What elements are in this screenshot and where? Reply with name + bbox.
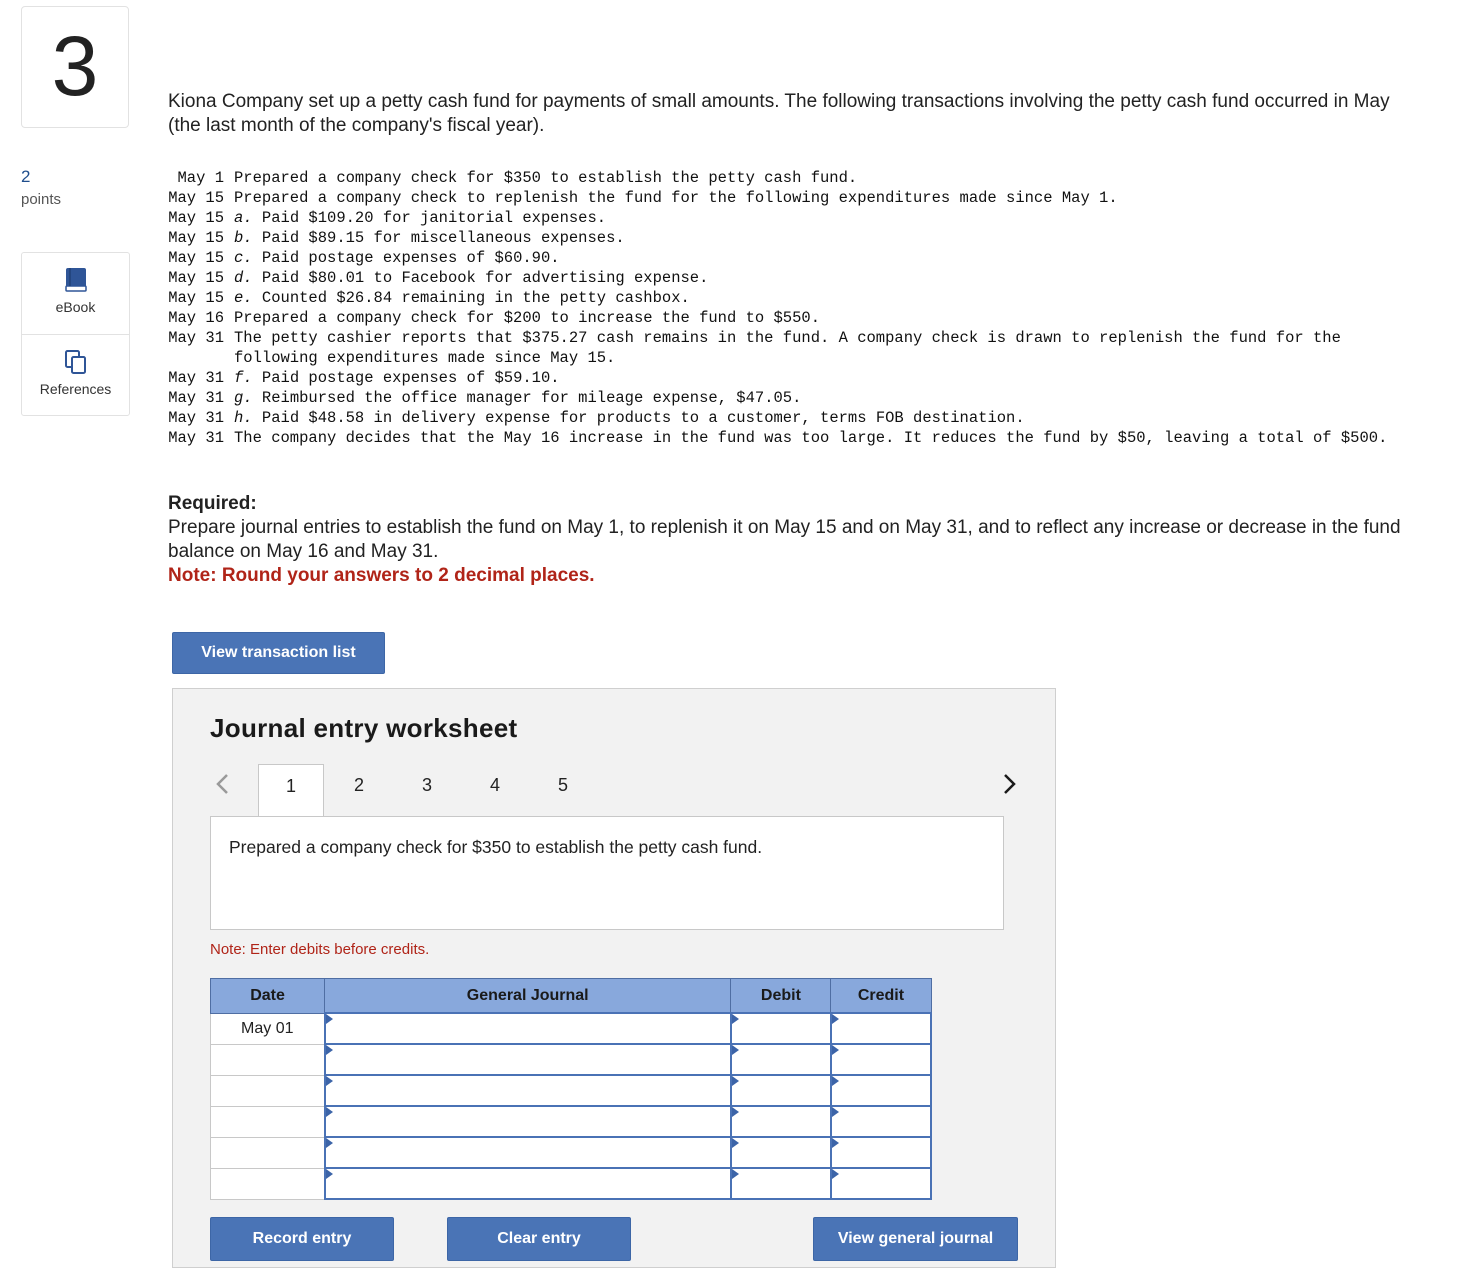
transaction-text: Prepared a company check for $350 to establish the petty cash fund. (234, 169, 858, 187)
debit-cell (731, 1075, 831, 1106)
transaction-row (168, 228, 1428, 248)
account-cell (325, 1075, 731, 1106)
transaction-row (168, 168, 1428, 188)
required-heading: Required: (168, 493, 257, 514)
debit-input[interactable] (732, 1016, 830, 1041)
transaction-date: May 31 (168, 389, 224, 407)
transaction-text: The petty cashier reports that $375.27 cash remains in the fund. A company check is drawn to replenish the fund for the following expenditures made since May 15. (234, 329, 1341, 367)
transaction-description-box (210, 816, 1004, 930)
transaction-date: May 15 (168, 209, 224, 227)
transaction-text: c. Paid postage expenses of $60.90. (234, 249, 560, 267)
credit-input[interactable] (832, 1016, 930, 1041)
journal-header-row (211, 979, 932, 1014)
debit-input[interactable] (732, 1140, 830, 1165)
credit-input[interactable] (832, 1078, 930, 1103)
date-cell: May 01 (211, 1013, 325, 1044)
transaction-text: g. Reimbursed the office manager for mileage expense, $47.05. (234, 389, 802, 407)
credit-cell (831, 1044, 931, 1075)
table-row (211, 1137, 932, 1168)
problem-intro: Kiona Company set up a petty cash fund for payments of small amounts. The following transactions involving the petty cash fund occurred in May (the last month of the company's fiscal year). (168, 91, 1390, 136)
transaction-date: May 15 (168, 269, 224, 287)
required-instructions: Prepare journal entries to establish the fund on May 1, to replenish it on May 15 and on May 31, and to reflect any increase or decrease in the fund balance on May 16 and May 31. (168, 517, 1401, 562)
account-cell (325, 1168, 731, 1199)
transaction-date: May 31 (168, 429, 224, 447)
table-row (211, 1168, 932, 1199)
date-cell (211, 1044, 325, 1075)
transaction-text: f. Paid postage expenses of $59.10. (234, 369, 560, 387)
question-number-box (21, 6, 129, 128)
transaction-date: May 15 (168, 189, 224, 207)
account-cell (325, 1137, 731, 1168)
transaction-text: h. Paid $48.58 in delivery expense for products to a customer, terms FOB destination. (234, 409, 1025, 427)
transaction-text: Prepared a company check for $200 to increase the fund to $550. (234, 309, 820, 327)
account-input[interactable] (326, 1047, 730, 1072)
view-general-journal-button[interactable]: View general journal (813, 1217, 1018, 1261)
debit-input[interactable] (732, 1171, 830, 1196)
date-cell (211, 1075, 325, 1106)
transaction-text: Prepared a company check to replenish the fund for the following expenditures made since May 1. (234, 189, 1118, 207)
transaction-date: May 15 (168, 229, 224, 247)
account-cell (325, 1044, 731, 1075)
date-cell (211, 1106, 325, 1137)
debit-input[interactable] (732, 1078, 830, 1103)
transaction-date: May 31 (168, 369, 224, 387)
worksheet-tab-4[interactable]: 4 (489, 775, 500, 795)
transaction-text: e. Counted $26.84 remaining in the petty cashbox. (234, 289, 690, 307)
journal-entry-worksheet (172, 688, 1056, 1268)
column-header-general-journal: General Journal (325, 979, 731, 1014)
account-input[interactable] (326, 1109, 730, 1134)
transaction-row (168, 288, 1428, 308)
references-label: References (39, 381, 112, 397)
transaction-row (168, 328, 1428, 368)
transaction-list (168, 168, 1428, 448)
debit-input[interactable] (732, 1047, 830, 1072)
debit-cell (731, 1168, 831, 1199)
column-header-credit: Credit (831, 979, 931, 1014)
transaction-row (168, 188, 1428, 208)
chevron-left-icon[interactable] (213, 771, 233, 797)
transaction-description: Prepared a company check for $350 to establish the petty cash fund. (229, 837, 763, 857)
debit-input[interactable] (732, 1109, 830, 1134)
transaction-date: May 16 (168, 309, 224, 327)
table-row (211, 1013, 932, 1044)
ebook-button[interactable] (22, 253, 129, 335)
account-cell (325, 1013, 731, 1044)
debit-cell (731, 1137, 831, 1168)
transaction-row (168, 208, 1428, 228)
account-input[interactable] (326, 1171, 730, 1196)
transaction-text: a. Paid $109.20 for janitorial expenses. (234, 209, 607, 227)
points-label: points (21, 191, 62, 208)
worksheet-tab-5[interactable]: 5 (557, 775, 568, 795)
column-header-date: Date (211, 979, 325, 1014)
credit-cell (831, 1013, 931, 1044)
ebook-label: eBook (55, 299, 96, 315)
clear-entry-button[interactable]: Clear entry (447, 1217, 631, 1261)
transaction-text: b. Paid $89.15 for miscellaneous expenses. (234, 229, 625, 247)
date-cell (211, 1137, 325, 1168)
transaction-row (168, 308, 1428, 328)
table-row (211, 1044, 932, 1075)
transaction-text: The company decides that the May 16 increase in the fund was too large. It reduces the fund by $50, leaving a total of $500. (234, 429, 1388, 447)
credit-cell (831, 1075, 931, 1106)
debit-cell (731, 1013, 831, 1044)
transaction-date: May 31 (168, 409, 224, 427)
account-input[interactable] (326, 1078, 730, 1103)
account-input[interactable] (326, 1016, 730, 1041)
journal-table (210, 978, 932, 1200)
account-input[interactable] (326, 1140, 730, 1165)
credit-cell (831, 1168, 931, 1199)
transaction-date: May 31 (168, 329, 224, 347)
resource-panel (21, 252, 130, 416)
transaction-row (168, 428, 1428, 448)
debits-credits-note: Note: Enter debits before credits. (210, 941, 430, 958)
worksheet-title: Journal entry worksheet (210, 713, 518, 743)
credit-input[interactable] (832, 1140, 930, 1165)
transaction-text: d. Paid $80.01 to Facebook for advertising expense. (234, 269, 709, 287)
references-button[interactable] (22, 335, 129, 416)
credit-input[interactable] (832, 1047, 930, 1072)
transaction-row (168, 248, 1428, 268)
debit-cell (731, 1044, 831, 1075)
column-header-debit: Debit (731, 979, 831, 1014)
credit-input[interactable] (832, 1109, 930, 1134)
question-number: 3 (51, 19, 99, 113)
credit-cell (831, 1106, 931, 1137)
rounding-note: Note: Round your answers to 2 decimal places. (168, 565, 595, 586)
transaction-row (168, 388, 1428, 408)
table-row (211, 1106, 932, 1137)
transaction-date: May 1 (177, 169, 224, 187)
chevron-right-icon[interactable] (999, 771, 1019, 797)
book-icon (63, 267, 89, 293)
transaction-date: May 15 (168, 289, 224, 307)
transaction-row (168, 368, 1428, 388)
points-value: 2 (21, 167, 31, 186)
transaction-row (168, 268, 1428, 288)
account-cell (325, 1106, 731, 1137)
record-entry-button[interactable]: Record entry (210, 1217, 394, 1261)
view-transaction-list-button[interactable]: View transaction list (172, 632, 385, 674)
table-row (211, 1075, 932, 1106)
date-cell (211, 1168, 325, 1199)
worksheet-tab-3[interactable]: 3 (421, 775, 432, 795)
transaction-date: May 15 (168, 249, 224, 267)
credit-cell (831, 1137, 931, 1168)
worksheet-tab-2[interactable]: 2 (353, 775, 364, 795)
copy-pages-icon (63, 349, 89, 375)
transaction-row (168, 408, 1428, 428)
credit-input[interactable] (832, 1171, 930, 1196)
debit-cell (731, 1106, 831, 1137)
worksheet-tab-1[interactable]: 1 (258, 764, 324, 818)
